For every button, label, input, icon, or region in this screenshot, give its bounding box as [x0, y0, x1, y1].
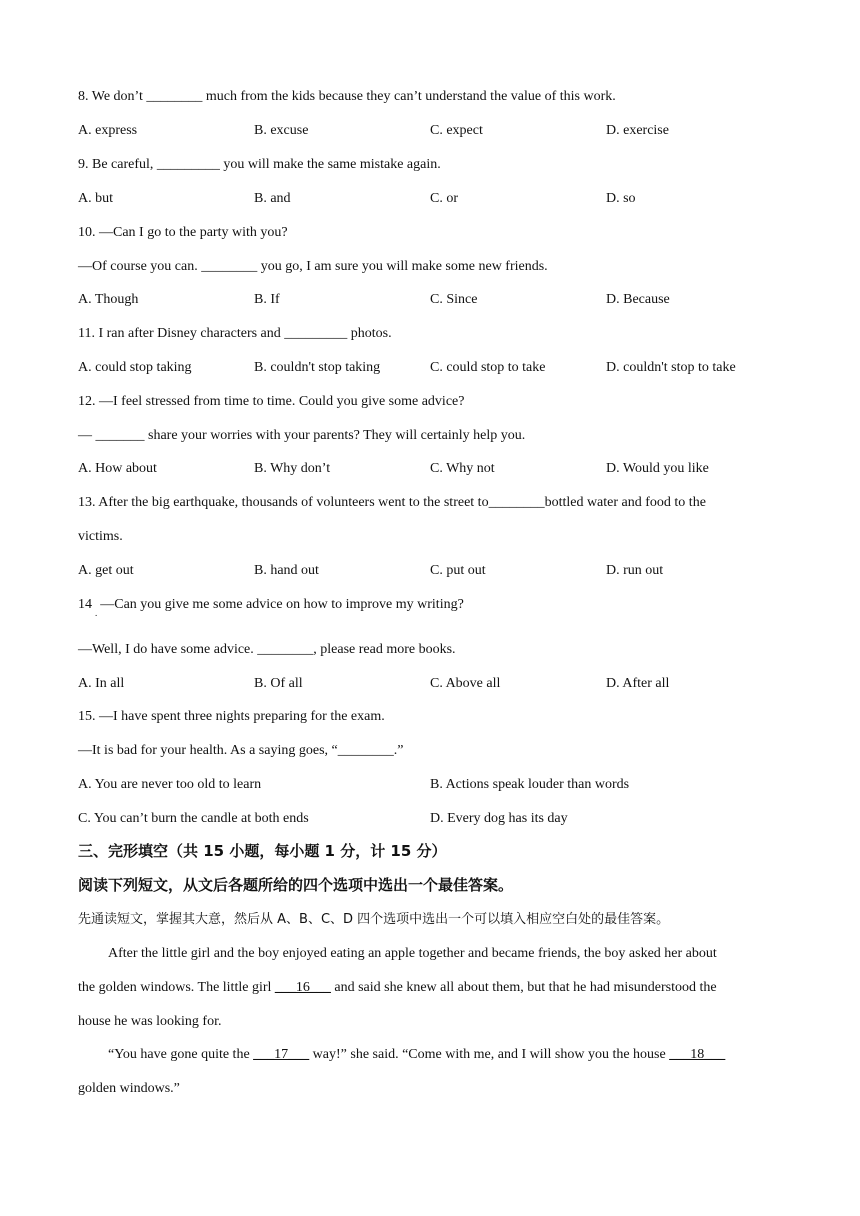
question-14-stem-line-2: —Well, I do have some advice. ________, please read more books. [78, 642, 456, 657]
passage-paragraph-2-line-2: golden windows.” [78, 1081, 180, 1096]
question-8-option-a[interactable]: A. express [78, 123, 138, 138]
question-13-stem-line-2: victims. [78, 529, 123, 544]
question-12-option-b[interactable]: B. Why don’t [254, 461, 331, 476]
blank-17: ___17___ [253, 1047, 310, 1062]
question-11-stem: 11. I ran after Disney characters and _________ photos. [78, 326, 392, 341]
question-15-option-d[interactable]: D. Every dog has its day [430, 811, 568, 826]
question-14-option-b[interactable]: B. Of all [254, 676, 303, 691]
question-15-option-b[interactable]: B. Actions speak louder than words [430, 777, 630, 792]
question-14-option-a[interactable]: A. In all [78, 676, 125, 691]
question-13-stem: 13. After the big earthquake, thousands of volunteers went to the street to________bottled water and food to the [78, 495, 706, 510]
question-13-option-d[interactable]: D. run out [606, 563, 664, 578]
blank-18: ___18___ [669, 1047, 726, 1062]
question-15-option-a[interactable]: A. You are never too old to learn [78, 777, 262, 792]
question-13-option-a[interactable]: A. get out [78, 563, 134, 578]
question-12-stem: 12. —I feel stressed from time to time. Could you give some advice? [78, 394, 465, 409]
question-9-option-a[interactable]: A. but [78, 191, 113, 206]
question-9-stem: 9. Be careful, _________ you will make the same mistake again. [78, 157, 441, 172]
question-10-stem: 10. —Can I go to the party with you? [78, 225, 288, 240]
question-13-option-b[interactable]: B. hand out [254, 563, 319, 578]
question-10-option-d[interactable]: D. Because [606, 292, 670, 307]
section-3-title: 三、完形填空（共 15 小题，每小题 1 分，计 15 分） [78, 842, 447, 860]
question-12-option-a[interactable]: A. How about [78, 461, 157, 476]
question-10-option-b[interactable]: B. If [254, 292, 280, 307]
question-10-option-c[interactable]: C. Since [430, 292, 478, 307]
question-12-option-d[interactable]: D. Would you like [606, 461, 709, 476]
question-8-stem: 8. We don’t ________ much from the kids because they can’t understand the value of this work. [78, 89, 616, 104]
question-15-stem-line-2: —It is bad for your health. As a saying goes, “________.” [78, 743, 404, 758]
question-9-option-d[interactable]: D. so [606, 191, 636, 206]
question-14-stem: $14_.—Can$ you give me some advice on how to improve my writing? [78, 597, 464, 618]
question-15-stem: 15. —I have spent three nights preparing for the exam. [78, 709, 385, 724]
passage-paragraph-1-line-2: the golden windows. The little girl ___16___ and said she knew all about them, but that he had misunderstood the [78, 980, 717, 995]
question-12-stem-line-2: — _______ share your worries with your parents? They will certainly help you. [78, 428, 526, 443]
question-11-option-d[interactable]: D. couldn't stop to take [606, 360, 736, 375]
question-11-option-b[interactable]: B. couldn't stop taking [254, 360, 381, 375]
question-14-option-c[interactable]: C. Above all [430, 676, 501, 691]
passage-paragraph-2-line-1: “You have gone quite the ___17___ way!” she said. “Come with me, and I will show you the house ___18___ [108, 1047, 726, 1062]
question-13-option-c[interactable]: C. put out [430, 563, 486, 578]
question-9-option-b[interactable]: B. and [254, 191, 291, 206]
question-11-option-c[interactable]: C. could stop to take [430, 360, 546, 375]
question-14-option-d[interactable]: D. After all [606, 676, 670, 691]
question-8-option-b[interactable]: B. excuse [254, 123, 309, 138]
section-3-instruction: 先通读短文，掌握其大意，然后从 A、B、C、D 四个选项中选出一个可以填入相应空白处的最佳答案。 [78, 912, 670, 927]
passage-paragraph-1-line-3: house he was looking for. [78, 1014, 222, 1029]
question-9-option-c[interactable]: C. or [430, 191, 458, 206]
blank-16: ___16___ [274, 980, 331, 995]
question-10-option-a[interactable]: A. Though [78, 292, 139, 307]
question-10-stem-line-2: —Of course you can. ________ you go, I am sure you will make some new friends. [78, 259, 548, 274]
question-12-option-c[interactable]: C. Why not [430, 461, 495, 476]
question-8-option-d[interactable]: D. exercise [606, 123, 669, 138]
section-3-subtitle: 阅读下列短文，从文后各题所给的四个选项中选出一个最佳答案。 [78, 876, 514, 894]
question-11-option-a[interactable]: A. could stop taking [78, 360, 192, 375]
passage-paragraph-1-line-1: After the little girl and the boy enjoyed eating an apple together and became friends, the boy asked her about [108, 946, 717, 961]
question-8-option-c[interactable]: C. expect [430, 123, 483, 138]
question-15-option-c[interactable]: C. You can’t burn the candle at both ends [78, 811, 309, 826]
